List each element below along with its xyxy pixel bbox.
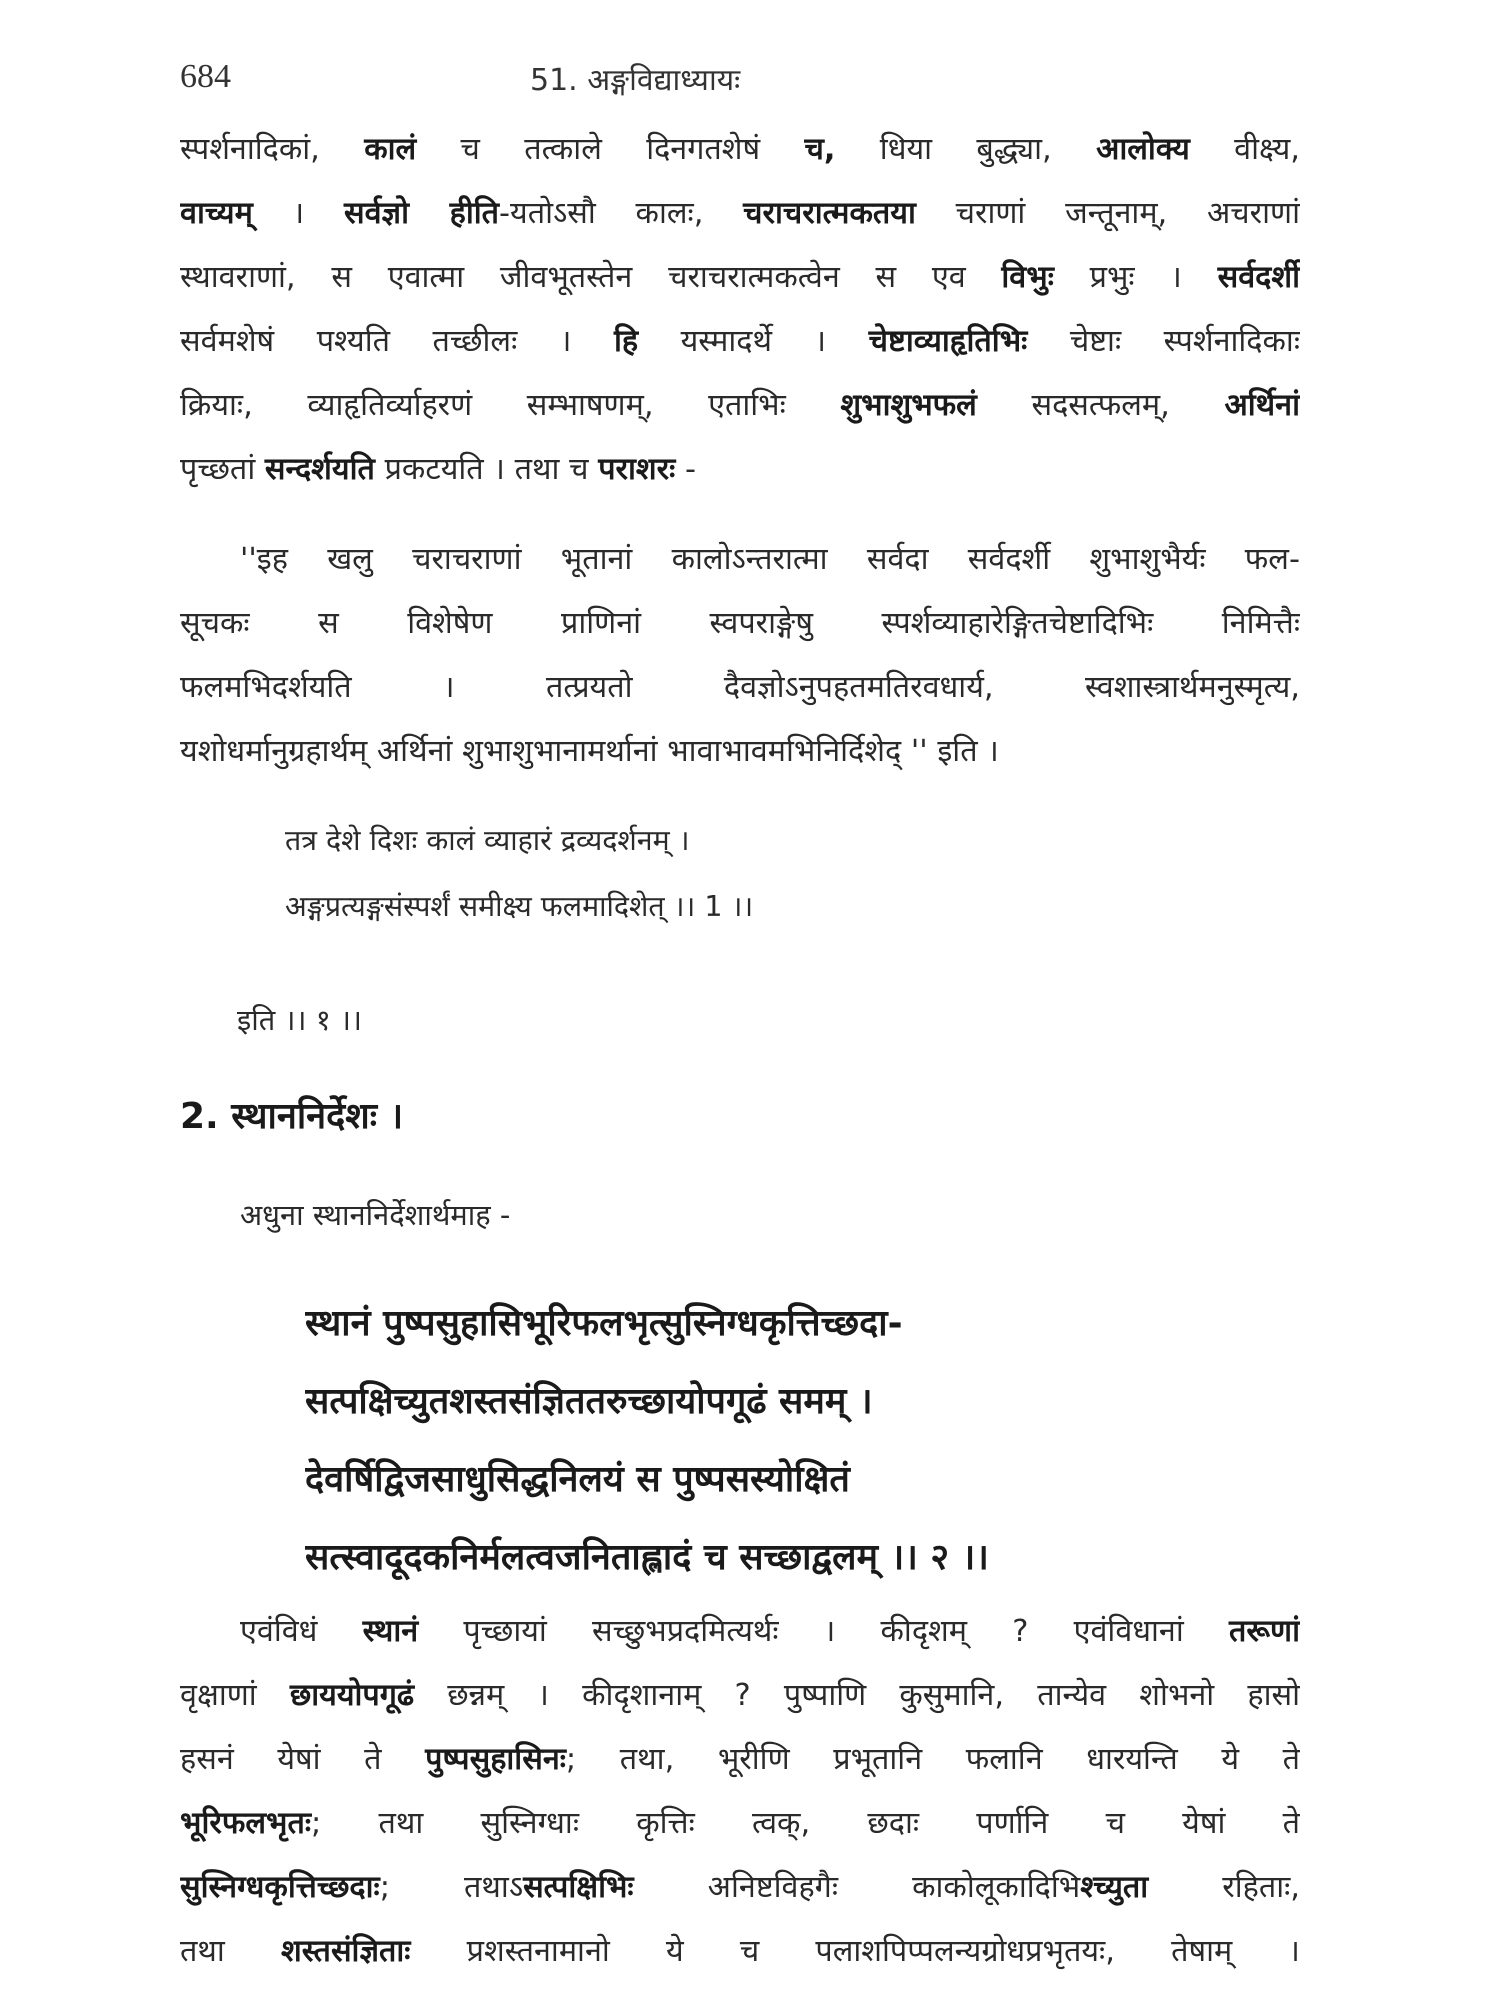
bold-term: चराचरात्मकतया bbox=[743, 196, 916, 231]
section-intro: अधुना स्थाननिर्देशार्थमाह - bbox=[240, 1198, 511, 1232]
text-line bbox=[180, 1664, 1300, 1728]
text-line bbox=[180, 1792, 1300, 1856]
text-line bbox=[180, 182, 1300, 246]
bold-term: तरूणां bbox=[1228, 1614, 1300, 1649]
bold-term: श्च्युता bbox=[1080, 1870, 1149, 1905]
bold-term: सर्वज्ञो हीति bbox=[343, 196, 500, 231]
verse-line: देवर्षिद्विजसाधुसिद्धनिलयं स पुष्पसस्योक्षितं bbox=[305, 1459, 850, 1500]
text-line bbox=[180, 1600, 1300, 1664]
verse-line: तत्र देशे दिशः कालं व्याहारं द्रव्यदर्शनम् । bbox=[285, 824, 690, 857]
text-run: ; तथा सुस्निग्धाः कृत्तिः त्वक्, छदाः पर्णानि च येषां ते bbox=[311, 1806, 1300, 1841]
text-line bbox=[180, 1728, 1300, 1792]
text-run: तथा bbox=[180, 1934, 281, 1969]
text-run: छन्नम् । कीदृशानाम् ? पुष्पाणि कुसुमानि, तान्येव शोभनो हासो bbox=[414, 1678, 1300, 1713]
quote-line: फलमभिदर्शयति । तत्प्रयतो दैवज्ञोऽनुपहतमतिरवधार्य, स्वशास्त्रार्थमनुस्मृत्य, bbox=[180, 670, 1300, 705]
text-run: यस्मादर्थे । bbox=[638, 324, 869, 359]
bold-term: वाच्यम् bbox=[180, 196, 253, 231]
quote-line: यशोधर्मानुग्रहार्थम् अर्थिनां शुभाशुभानामर्थानां भावाभावमभिनिर्दिशेद् '' इति । bbox=[180, 734, 999, 769]
text-run: रहिताः, bbox=[1148, 1870, 1300, 1905]
bold-term: सन्दर्शयति bbox=[264, 452, 375, 487]
bold-term: कालं bbox=[364, 132, 417, 167]
text-run: -यतोऽसौ कालः, bbox=[499, 196, 744, 231]
verse-line: अङ्गप्रत्यङ्गसंस्पर्शं समीक्ष्य फलमादिशेत् ।। 1 ।। bbox=[285, 890, 754, 923]
verse-line: सत्पक्षिच्युतशस्तसंज्ञिततरुच्छायोपगूढं समम् । bbox=[305, 1381, 873, 1422]
text-run: स्थावराणां, स एवात्मा जीवभूतस्तेन चराचरात्मकत्वेन स एव bbox=[180, 260, 1002, 295]
text-run: - bbox=[675, 452, 696, 487]
text-line bbox=[180, 1920, 1300, 1984]
text-run: पृच्छतां bbox=[180, 452, 265, 487]
bold-term: आलोक्य bbox=[1096, 132, 1190, 167]
bold-term: विभुः bbox=[1001, 260, 1054, 295]
text-line bbox=[180, 1856, 1300, 1920]
bold-term: भूरिफलभृतः bbox=[180, 1806, 311, 1841]
bold-term: हि bbox=[613, 324, 639, 359]
text-run: प्रशस्तनामानो ये च पलाशपिप्पलन्यग्रोधप्रभृतयः, तेषाम् । bbox=[410, 1934, 1300, 1969]
text-run: एवंविधं bbox=[240, 1614, 363, 1649]
bold-term: सर्वदर्शी bbox=[1217, 260, 1300, 295]
text-run: वृक्षाणां bbox=[180, 1678, 290, 1713]
text-run: पृच्छायां सच्छुभप्रदमित्यर्थः । कीदृशम् ? एवंविधानां bbox=[418, 1614, 1229, 1649]
text-run: क्रियाः, व्याहृतिर्व्याहरणं सम्भाषणम्, एताभिः bbox=[180, 388, 841, 423]
verse-line: स्थानं पुष्पसुहासिभूरिफलभृत्सुस्निग्धकृत्तिच्छदा- bbox=[305, 1303, 903, 1344]
bold-term: शुभाशुभफलं bbox=[840, 388, 977, 423]
page-number: 684 bbox=[180, 58, 231, 95]
commentary-paragraph-2 bbox=[180, 1600, 1300, 1984]
bold-term: शस्तसंज्ञिताः bbox=[280, 1934, 411, 1969]
running-title: 51. अङ्गविद्याध्यायः bbox=[530, 63, 741, 98]
bold-term: स्थानं bbox=[362, 1614, 419, 1649]
text-run: चेष्टाः स्पर्शनादिकाः bbox=[1027, 324, 1300, 359]
parashara-quote bbox=[180, 528, 1300, 784]
text-run: च तत्काले दिनगतशेषं bbox=[416, 132, 805, 167]
text-run: वीक्ष्य, bbox=[1189, 132, 1300, 167]
bold-term: चेष्टाव्याहृतिभिः bbox=[868, 324, 1028, 359]
bold-term: पराशरः bbox=[598, 452, 676, 487]
text-run: प्रभुः । bbox=[1053, 260, 1218, 295]
text-run: सर्वमशेषं पश्यति तच्छीलः । bbox=[180, 324, 614, 359]
text-line bbox=[180, 310, 1300, 374]
verse-line: सत्स्वादूदकनिर्मलत्वजनिताह्लादं च सच्छाद्वलम् ।। २ ।। bbox=[305, 1537, 989, 1578]
text-run: सदसत्फलम्, bbox=[976, 388, 1225, 423]
text-run: ; तथाऽ bbox=[379, 1870, 524, 1905]
iti-line: इति ।। १ ।। bbox=[237, 1003, 362, 1037]
text-run: धिया बुद्ध्या, bbox=[835, 132, 1097, 167]
commentary-paragraph-1 bbox=[180, 118, 1300, 502]
text-run: अनिष्टविहगैः काकोलूकादिभि bbox=[633, 1870, 1081, 1905]
text-line bbox=[180, 438, 1300, 502]
verse-2 bbox=[305, 1285, 989, 1597]
verse-1 bbox=[285, 808, 753, 940]
section-heading: 2. स्थाननिर्देशः । bbox=[180, 1096, 404, 1137]
bold-term: सत्पक्षिभिः bbox=[523, 1870, 634, 1905]
text-run: हसनं येषां ते bbox=[180, 1742, 426, 1777]
bold-term: च, bbox=[804, 132, 836, 167]
text-line bbox=[180, 374, 1300, 438]
text-run: प्रकटयति । तथा च bbox=[374, 452, 599, 487]
text-run: ; तथा, भूरीणि प्रभूतानि फलानि धारयन्ति ये ते bbox=[565, 1742, 1300, 1777]
text-line bbox=[180, 118, 1300, 182]
text-run: चराणां जन्तूनाम्, अचराणां bbox=[915, 196, 1300, 231]
bold-term: छाययोपगूढं bbox=[289, 1678, 415, 1713]
bold-term: अर्थिनां bbox=[1224, 388, 1300, 423]
bold-term: सुस्निग्धकृत्तिच्छदाः bbox=[180, 1870, 380, 1905]
quote-line: ''इह खलु चराचराणां भूतानां कालोऽन्तरात्मा सर्वदा सर्वदर्शी शुभाशुभैर्यः फल- bbox=[240, 542, 1300, 577]
text-line bbox=[180, 246, 1300, 310]
bold-term: पुष्पसुहासिनः bbox=[425, 1742, 566, 1777]
text-run: । bbox=[252, 196, 344, 231]
text-run: स्पर्शनादिकां, bbox=[180, 132, 365, 167]
quote-line: सूचकः स विशेषेण प्राणिनां स्वपराङ्गेषु स्पर्शव्याहारेङ्गितचेष्टादिभिः निमित्तैः bbox=[180, 606, 1300, 641]
